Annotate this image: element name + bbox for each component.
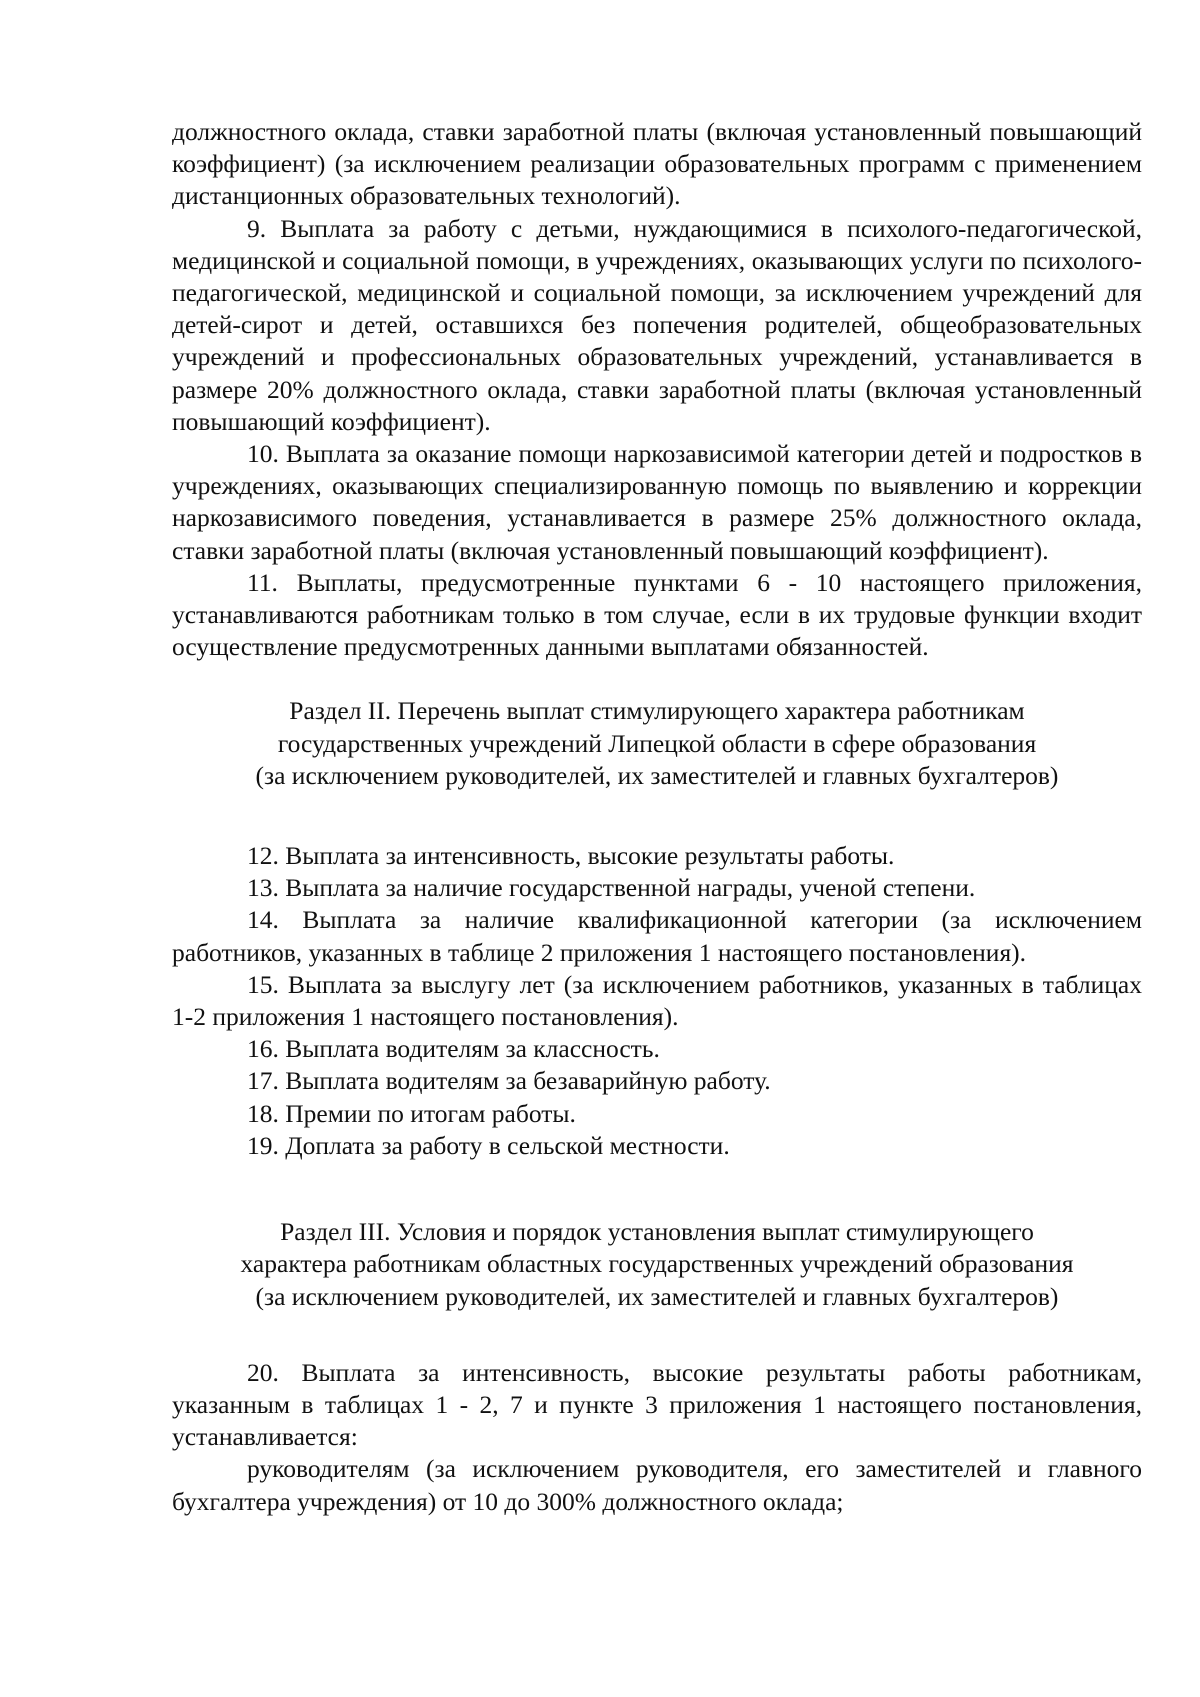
spacer — [172, 1162, 1142, 1216]
paragraph-item-13: 13. Выплата за наличие государственной награды, ученой степени. — [247, 873, 976, 903]
paragraph-item-10: 10. Выплата за оказание помощи наркозависимой категории детей и подростков в учреждениях, оказывающих специализированную помощь по выявлению и коррекции наркозависимого поведения, устанавливается в размере 25% должностного оклада, ставки заработной платы (включая установленный повышающий коэффициент). — [172, 439, 1142, 565]
paragraph-item-20-managers: руководителям (за исключением руководителя, его заместителей и главного бухгалтера учреждения) от 10 до 300% должностного оклада; — [172, 1454, 1142, 1516]
paragraph-item-9: 9. Выплата за работу с детьми, нуждающимися в психолого-педагогической, медицинской и социальной помощи, в учреждениях, оказывающих услуги по психолого-педагогической, медицинской и социальной помощи, за исключением учреждений для детей-сирот и детей, оставшихся без попечения родителей, общеобразовательных учреждений и профессиональных образовательных учреждений, устанавливается в размере 20% должностного оклада, ставки заработной платы (включая установленный повышающий коэффициент). — [172, 213, 1142, 436]
section-3-heading-line-1: Раздел III. Условия и порядок установления выплат стимулирующего — [280, 1217, 1034, 1247]
section-3-heading-line-3: (за исключением руководителей, их заместителей и главных бухгалтеров) — [255, 1281, 1059, 1311]
paragraph-item-16: 16. Выплата водителям за классность. — [247, 1034, 660, 1064]
paragraph-item-19: 19. Доплата за работу в сельской местности. — [247, 1130, 730, 1160]
paragraph-item-11: 11. Выплаты, предусмотренные пунктами 6 - 10 настоящего приложения, устанавливаются работникам только в том случае, если в их трудовые функции входит осуществление предусмотренных данными выплатами обязанностей. — [172, 567, 1142, 662]
paragraph-item-17: 17. Выплата водителям за безаварийную работу. — [247, 1066, 771, 1096]
document-page — [172, 116, 1142, 1518]
paragraph-continuation: должностного оклада, ставки заработной платы (включая установленный повышающий коэффициент) (за исключением реализации образовательных программ с применением дистанционных образовательных технологий). — [172, 117, 1142, 211]
section-2-heading-line-1: Раздел II. Перечень выплат стимулирующего характера работникам — [289, 696, 1025, 726]
paragraph-item-15: 15. Выплата за выслугу лет (за исключением работников, указанных в таблицах 1-2 приложения 1 настоящего постановления). — [172, 969, 1142, 1032]
section-2-heading-line-3: (за исключением руководителей, их заместителей и главных бухгалтеров) — [255, 760, 1059, 790]
section-2-heading — [172, 695, 1142, 792]
section-2-heading-line-2: государственных учреждений Липецкой области в сфере образования — [277, 728, 1037, 758]
paragraph-item-20: 20. Выплата за интенсивность, высокие результаты работы работникам, указанным в таблицах 1 - 2, 7 и пункте 3 приложения 1 настоящего постановления, устанавливается: — [172, 1357, 1142, 1452]
paragraph-item-12: 12. Выплата за интенсивность, высокие результаты работы. — [247, 841, 895, 871]
paragraph-item-18: 18. Премии по итогам работы. — [247, 1098, 576, 1128]
paragraph-item-14: 14. Выплата за наличие квалификационной категории (за исключением работников, указанных в таблице 2 приложения 1 настоящего постановления). — [172, 905, 1142, 967]
section-3-heading-line-2: характера работникам областных государственных учреждений образования — [240, 1249, 1074, 1279]
spacer — [172, 1313, 1142, 1357]
spacer — [172, 792, 1142, 840]
section-3-heading — [172, 1216, 1142, 1313]
spacer — [172, 663, 1142, 695]
